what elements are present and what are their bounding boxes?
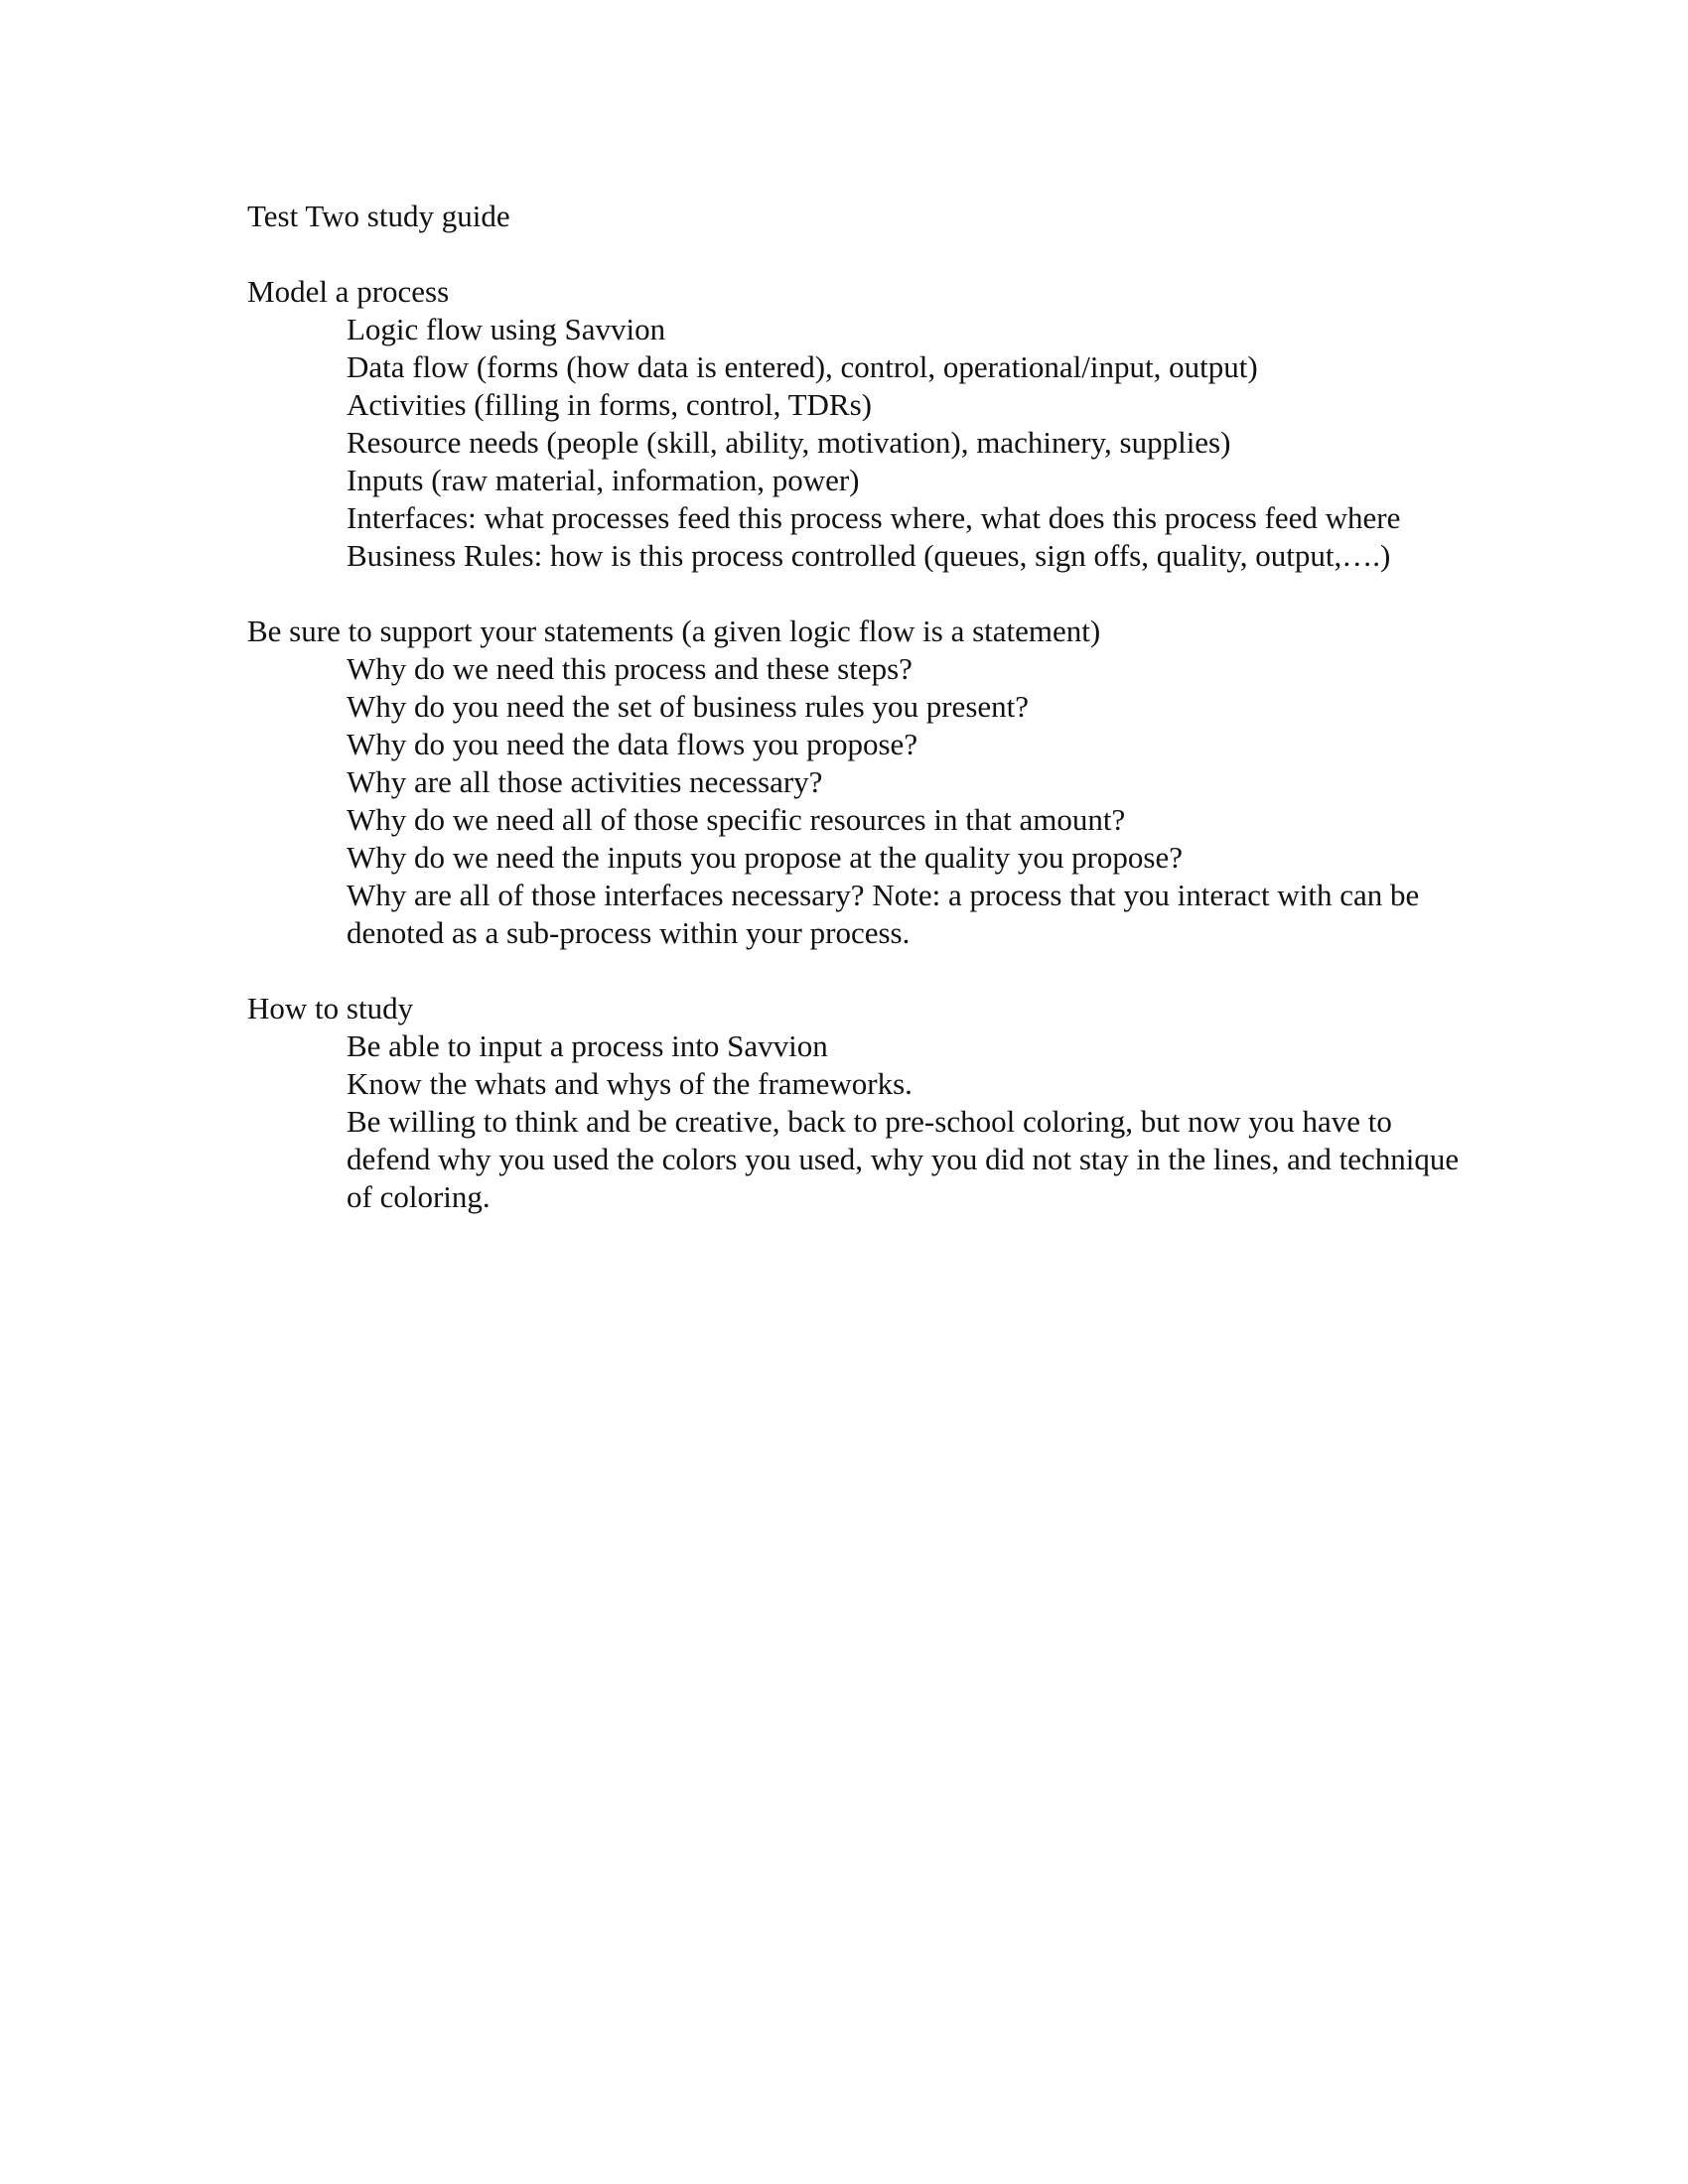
list-item: Why are all those activities necessary? xyxy=(347,764,823,799)
section-heading: Model a process xyxy=(247,274,450,309)
list-item: Know the whats and whys of the frameworks. xyxy=(347,1066,913,1101)
list-item: Business Rules: how is this process controlled (queues, sign offs, quality, output,….) xyxy=(347,538,1391,573)
list-item: Be able to input a process into Savvion xyxy=(347,1028,828,1063)
list-item: Why do you need the set of business rules you present? xyxy=(347,689,1030,724)
list-item: Inputs (raw material, information, power) xyxy=(347,463,860,497)
list-item: Interfaces: what processes feed this process where, what does this process feed where xyxy=(347,500,1401,535)
list-item: Logic flow using Savvion xyxy=(347,312,666,346)
list-item: Resource needs (people (skill, ability, motivation), machinery, supplies) xyxy=(347,425,1231,460)
list-item: Activities (filling in forms, control, TDRs) xyxy=(347,387,872,422)
section-heading: How to study xyxy=(247,991,414,1025)
list-item: Why do we need the inputs you propose at the quality you propose? xyxy=(347,840,1183,875)
list-item: Data flow (forms (how data is entered), control, operational/input, output) xyxy=(347,349,1258,384)
document-body xyxy=(247,198,1488,1254)
document-title: Test Two study guide xyxy=(247,199,510,233)
list-item: Why do we need this process and these steps? xyxy=(347,651,913,686)
list-item: Why do you need the data flows you propose? xyxy=(347,727,918,761)
list-item: Be willing to think and be creative, back to pre-school coloring, but now you have to defend why you used the colors you used, why you did not stay in the lines, and technique of coloring. xyxy=(347,1104,1460,1214)
list-item: Why are all of those interfaces necessary? Note: a process that you interact with can be denoted as a sub-process within your process. xyxy=(347,878,1420,950)
section-model-a-process xyxy=(247,273,1488,575)
section-heading: Be sure to support your statements (a given logic flow is a statement) xyxy=(247,614,1101,648)
section-how-to-study xyxy=(247,990,1488,1216)
list-item: Why do we need all of those specific resources in that amount? xyxy=(347,802,1126,837)
section-support-statements xyxy=(247,613,1488,952)
